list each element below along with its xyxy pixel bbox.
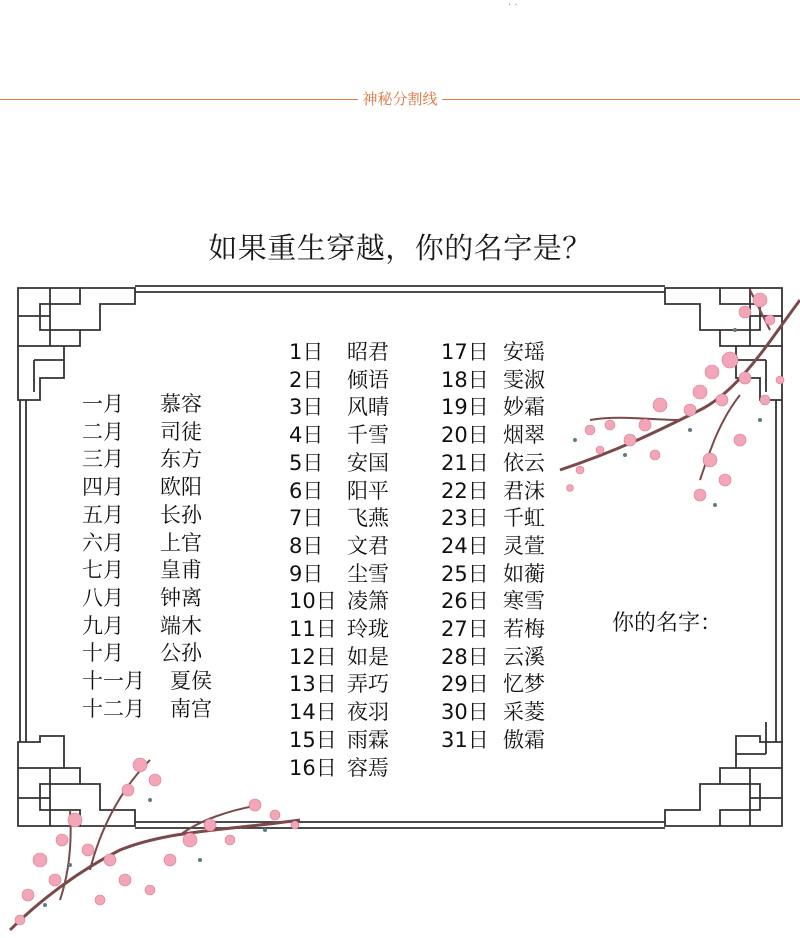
month-row	[82, 613, 212, 641]
day-row-label: 4日	[289, 423, 324, 448]
month-row-name: 东方	[160, 447, 202, 472]
day-row	[289, 450, 389, 478]
month-row-name: 端木	[160, 613, 202, 638]
day-row-name: 容焉	[347, 755, 389, 780]
day-row	[441, 644, 545, 672]
day-row-label: 9日	[289, 561, 324, 586]
day-row	[289, 699, 389, 727]
day-row-name: 若梅	[503, 617, 545, 642]
month-row	[82, 502, 212, 530]
day-row-name: 如蘅	[503, 561, 545, 586]
day-row	[441, 699, 545, 727]
day-row-label: 18日	[441, 367, 489, 392]
month-row	[82, 391, 212, 419]
day-row	[289, 478, 389, 506]
day-row	[441, 561, 545, 589]
day-row-name: 昭君	[347, 340, 389, 364]
day-row-label: 10日	[289, 589, 337, 614]
day-row	[441, 727, 545, 755]
day-row-name: 君沫	[503, 478, 545, 503]
day-row-label: 1日	[289, 340, 324, 364]
day-row-label: 26日	[441, 589, 489, 614]
month-row	[82, 474, 212, 502]
day-row-label: 5日	[289, 450, 324, 475]
day-row	[289, 727, 389, 755]
day-row-label: 6日	[289, 478, 324, 503]
day-row-label: 19日	[441, 395, 489, 420]
day-row-label: 11日	[289, 617, 337, 642]
day-row-label: 24日	[441, 533, 489, 558]
day-row-label: 31日	[441, 727, 489, 752]
day-row	[289, 616, 389, 644]
day-row-name: 千雪	[347, 423, 389, 448]
day-row-name: 忆梦	[503, 672, 545, 697]
month-row-name: 夏侯	[170, 669, 212, 694]
day-row	[289, 755, 389, 783]
day-row-name: 千虹	[503, 506, 545, 531]
day-row-label: 7日	[289, 506, 324, 531]
day-row-label: 20日	[441, 423, 489, 448]
month-row	[82, 585, 212, 613]
day-row	[441, 394, 545, 422]
day-row-label: 13日	[289, 672, 337, 697]
month-row-label: 十一月	[82, 669, 145, 694]
day-row-name: 文君	[347, 533, 389, 558]
day-row-label: 21日	[441, 450, 489, 475]
day-row-name: 倾语	[347, 367, 389, 392]
divider-label: 神秘分割线	[358, 89, 441, 109]
day-row	[289, 394, 389, 422]
day-row-name: 依云	[503, 450, 545, 475]
month-row-label: 一月	[82, 392, 124, 416]
day-row-name: 烟翠	[503, 423, 545, 448]
day-row	[289, 533, 389, 561]
month-row-name: 皇甫	[160, 558, 202, 583]
day-row	[441, 478, 545, 506]
sparkle-decoration: · ·	[508, 0, 518, 11]
month-row-name: 欧阳	[160, 475, 202, 500]
month-row	[82, 530, 212, 558]
day-name-list-1	[289, 339, 389, 782]
day-row-label: 27日	[441, 617, 489, 642]
day-row	[289, 505, 389, 533]
day-row-name: 采菱	[503, 700, 545, 725]
month-row-label: 六月	[82, 530, 124, 555]
day-row-label: 2日	[289, 367, 324, 392]
day-row-name: 灵萱	[503, 533, 545, 558]
day-row	[441, 671, 545, 699]
page-title: 如果重生穿越，你的名字是？	[208, 231, 592, 265]
day-row-name: 妙霜	[503, 395, 545, 420]
day-row-name: 玲珑	[347, 617, 389, 642]
day-row-label: 22日	[441, 478, 489, 503]
month-surname-list	[82, 391, 212, 723]
day-row	[289, 422, 389, 450]
month-row-name: 长孙	[160, 502, 202, 527]
month-row	[82, 668, 212, 696]
day-row-name: 安国	[347, 450, 389, 475]
day-row-label: 29日	[441, 672, 489, 697]
day-row-name: 雨霖	[347, 727, 389, 752]
day-row-label: 30日	[441, 700, 489, 725]
day-row-label: 17日	[441, 340, 489, 364]
day-row-name: 阳平	[347, 478, 389, 503]
month-row-label: 二月	[82, 419, 124, 444]
day-row-name: 风晴	[347, 395, 389, 420]
day-row-label: 3日	[289, 395, 324, 420]
day-row	[289, 561, 389, 589]
day-row-name: 如是	[347, 644, 389, 669]
day-name-list-2	[441, 339, 545, 755]
day-row-label: 25日	[441, 561, 489, 586]
month-row	[82, 446, 212, 474]
day-row-label: 28日	[441, 644, 489, 669]
day-row-label: 8日	[289, 533, 324, 558]
day-row	[289, 671, 389, 699]
month-row-name: 上官	[160, 530, 202, 555]
day-row	[441, 505, 545, 533]
day-row-name: 尘雪	[347, 561, 389, 586]
month-row-label: 八月	[82, 585, 124, 610]
day-row-name: 飞燕	[347, 506, 389, 531]
day-row	[441, 616, 545, 644]
day-row-name: 寒雪	[503, 589, 545, 614]
day-row	[441, 588, 545, 616]
month-row	[82, 696, 212, 724]
day-row	[289, 644, 389, 672]
month-row-name: 慕容	[160, 392, 202, 416]
month-row-label: 十二月	[82, 696, 145, 721]
day-row-name: 弄巧	[347, 672, 389, 697]
day-row	[441, 339, 545, 367]
day-row	[441, 367, 545, 395]
month-row-label: 四月	[82, 475, 124, 500]
month-row-name: 钟离	[160, 585, 202, 610]
your-name-prompt: 你的名字：	[612, 611, 723, 636]
month-row-name: 公孙	[160, 641, 202, 666]
month-row-label: 三月	[82, 447, 124, 472]
day-row-name: 云溪	[503, 644, 545, 669]
day-row-label: 23日	[441, 506, 489, 531]
day-row	[289, 339, 389, 367]
day-row-name: 安瑶	[503, 340, 545, 364]
day-row-label: 14日	[289, 700, 337, 725]
day-row-label: 16日	[289, 755, 337, 780]
day-row	[289, 588, 389, 616]
day-row	[289, 367, 389, 395]
month-row-label: 九月	[82, 613, 124, 638]
month-row-label: 十月	[82, 641, 124, 666]
month-row	[82, 640, 212, 668]
month-row	[82, 419, 212, 447]
day-row-label: 12日	[289, 644, 337, 669]
day-row-name: 雯淑	[503, 367, 545, 392]
day-row-name: 夜羽	[347, 700, 389, 725]
month-row	[82, 557, 212, 585]
plum-blossom-branch-icon	[560, 290, 800, 507]
month-row-name: 司徒	[160, 419, 202, 444]
day-row-label: 15日	[289, 727, 337, 752]
day-row	[441, 450, 545, 478]
day-row	[441, 422, 545, 450]
month-row-label: 七月	[82, 558, 124, 583]
day-row	[441, 533, 545, 561]
day-row-name: 傲霜	[503, 727, 545, 752]
day-row-name: 凌箫	[347, 589, 389, 614]
month-row-label: 五月	[82, 502, 124, 527]
month-row-name: 南宫	[170, 696, 212, 721]
